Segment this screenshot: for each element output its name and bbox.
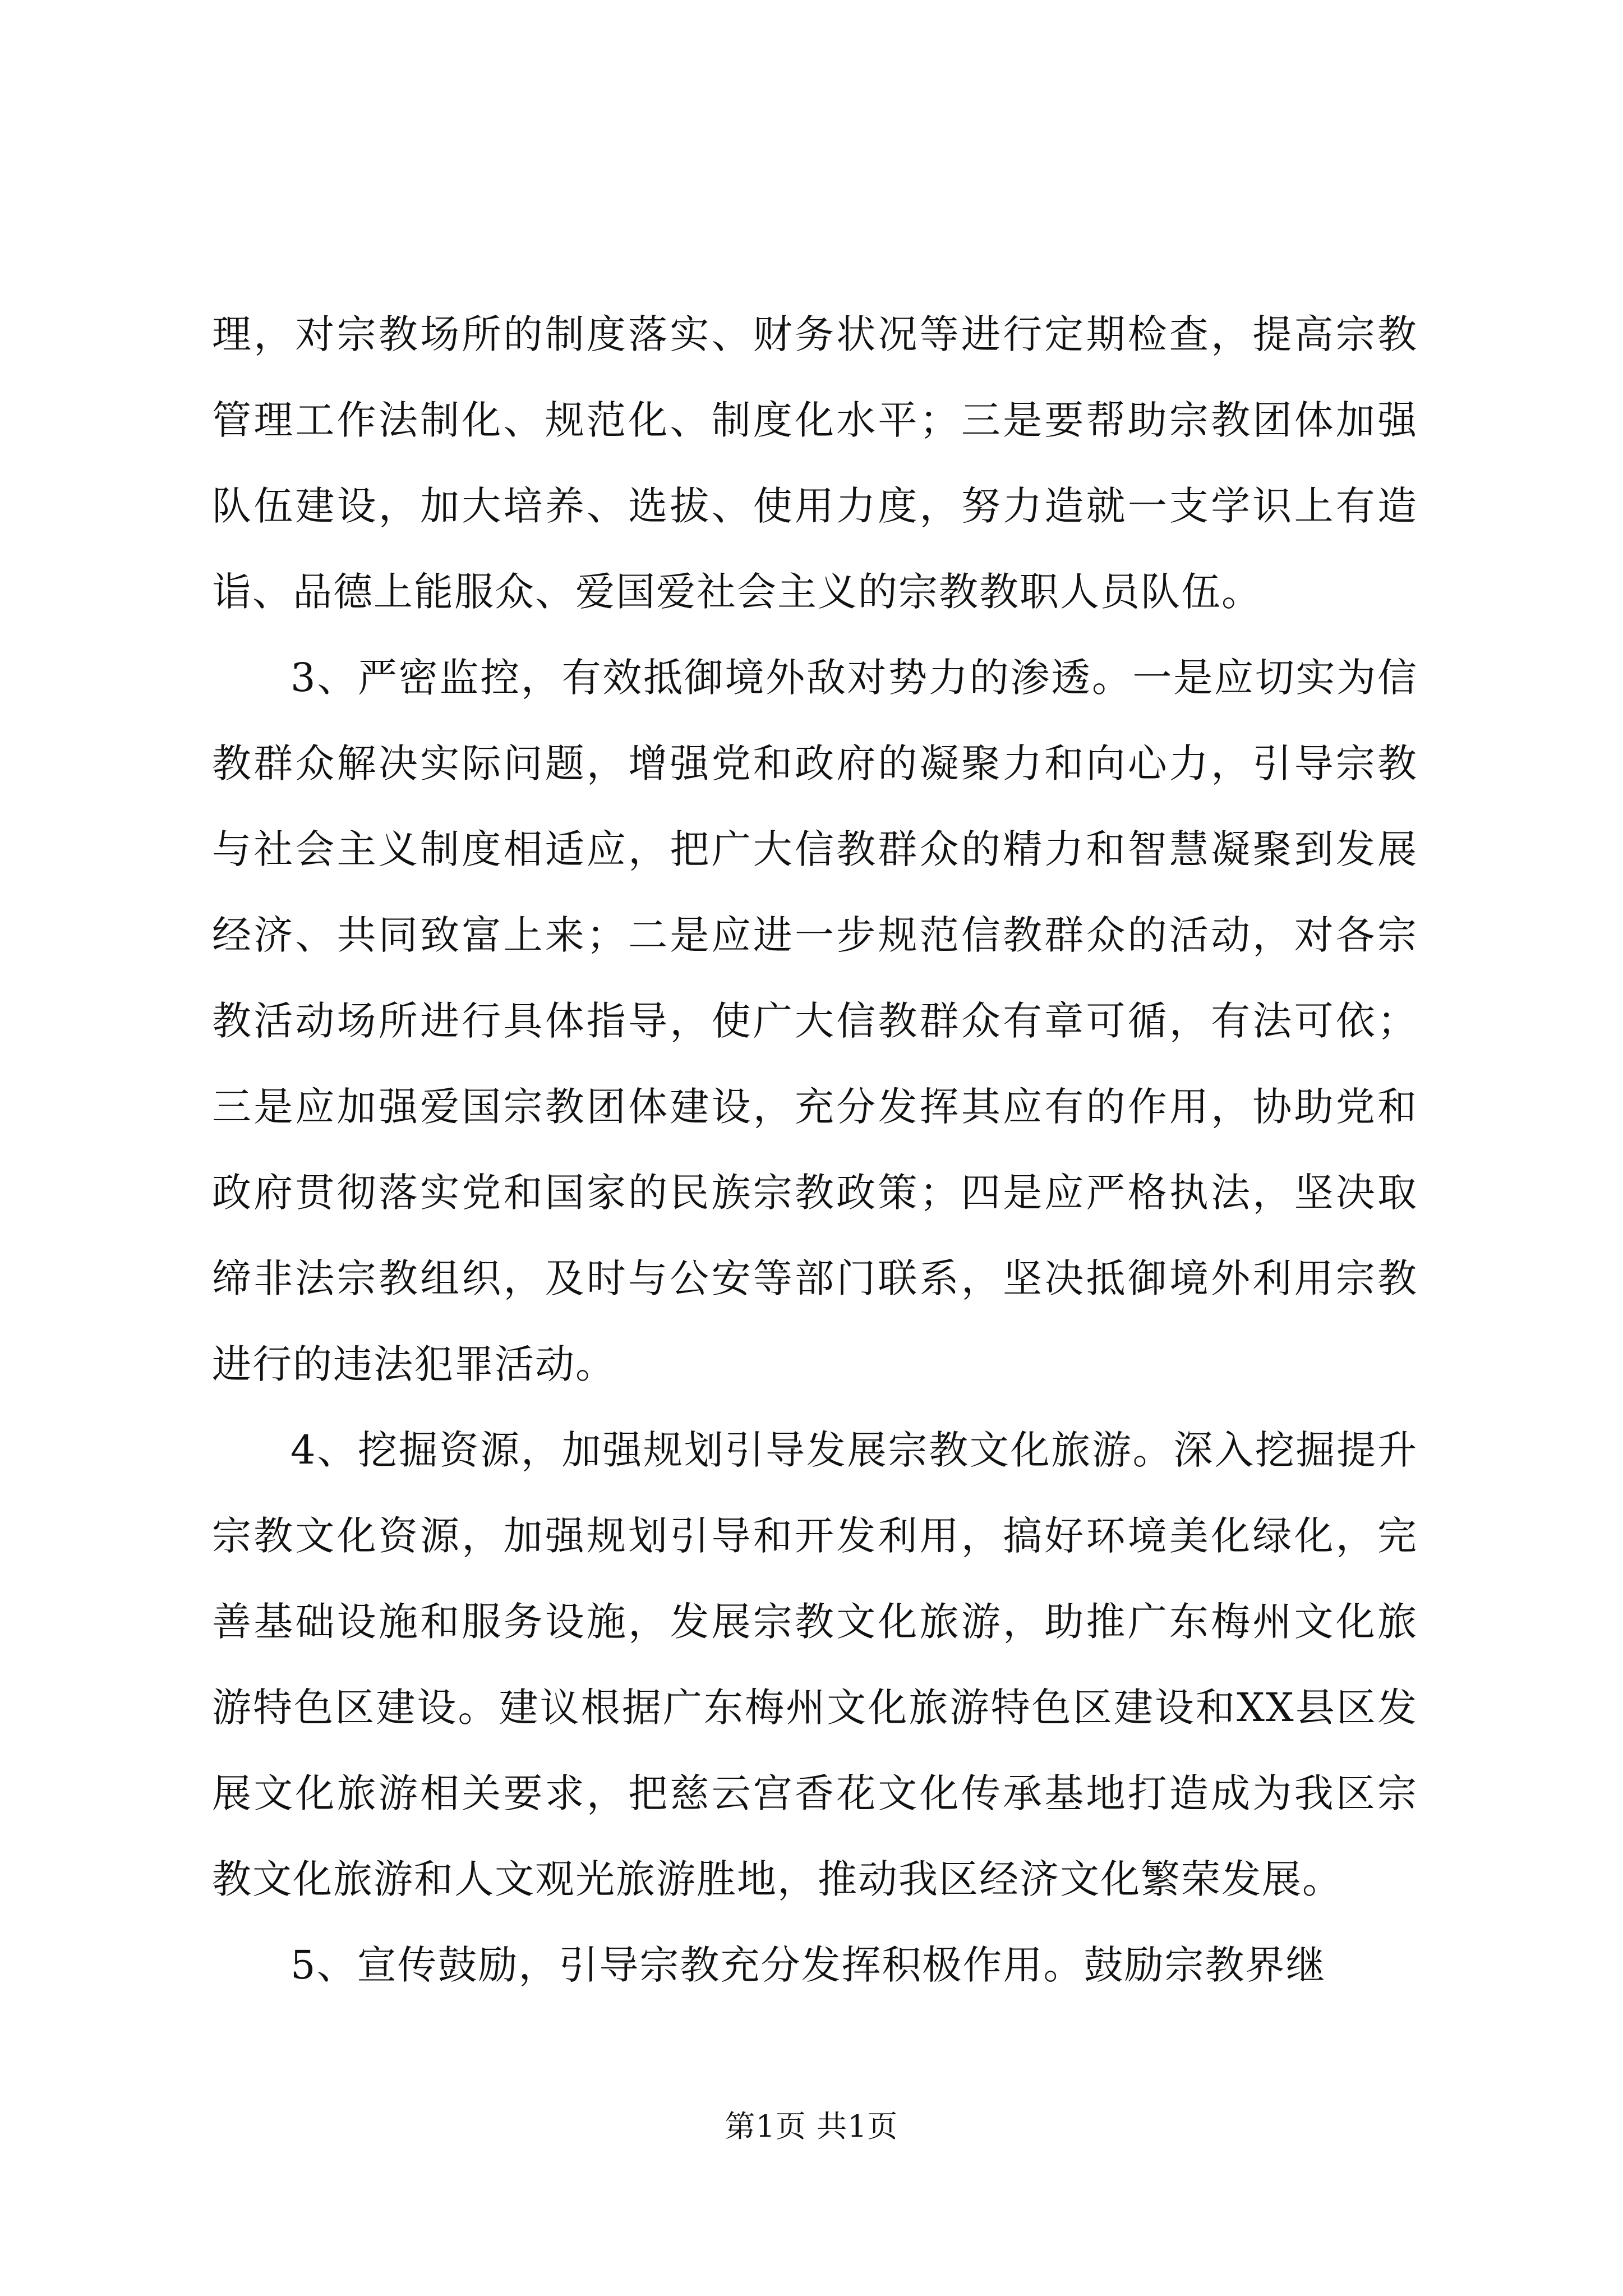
page-footer: 第1页 共1页	[725, 2109, 898, 2144]
paragraph-5-encouragement: 5、宣传鼓励，引导宗教充分发挥积极作用。鼓励宗教界继	[291, 1942, 1326, 1988]
paragraph-continued: 理，对宗教场所的制度落实、财务状况等进行定期检查，提高宗教管理工作法制化、规范化、制度化水平；三是要帮助宗教团体加强队伍建设，加大培养、选拔、使用力度，努力造就一支学识上有造诣、品德上能服众、爱国爱社会主义的宗教教职人员队伍。	[212, 311, 1418, 615]
paragraph-3-monitoring: 3、严密监控，有效抵御境外敌对势力的渗透。一是应切实为信教群众解决实际问题，增强党和政府的凝聚力和向心力，引导宗教与社会主义制度相适应，把广大信教群众的精力和智慧凝聚到发展经济、共同致富上来；二是应进一步规范信教群众的活动，对各宗教活动场所进行具体指导，使广大信教群众有章可循，有法可依；三是应加强爱国宗教团体建设，充分发挥其应有的作用，协助党和政府贯彻落实党和国家的民族宗教政策；四是应严格执法，坚决取缔非法宗教组织，及时与公安等部门联系，坚决抵御境外利用宗教进行的违法犯罪活动。	[212, 655, 1418, 1387]
document-body	[212, 292, 1418, 2008]
paragraph-4-tourism: 4、挖掘资源，加强规划引导发展宗教文化旅游。深入挖掘提升宗教文化资源，加强规划引导和开发利用，搞好环境美化绿化，完善基础设施和服务设施，发展宗教文化旅游，助推广东梅州文化旅游特色区建设。建议根据广东梅州文化旅游特色区建设和XX县区发展文化旅游相关要求，把慈云宫香花文化传承基地打造成为我区宗教文化旅游和人文观光旅游胜地，推动我区经济文化繁荣发展。	[212, 1427, 1418, 1902]
